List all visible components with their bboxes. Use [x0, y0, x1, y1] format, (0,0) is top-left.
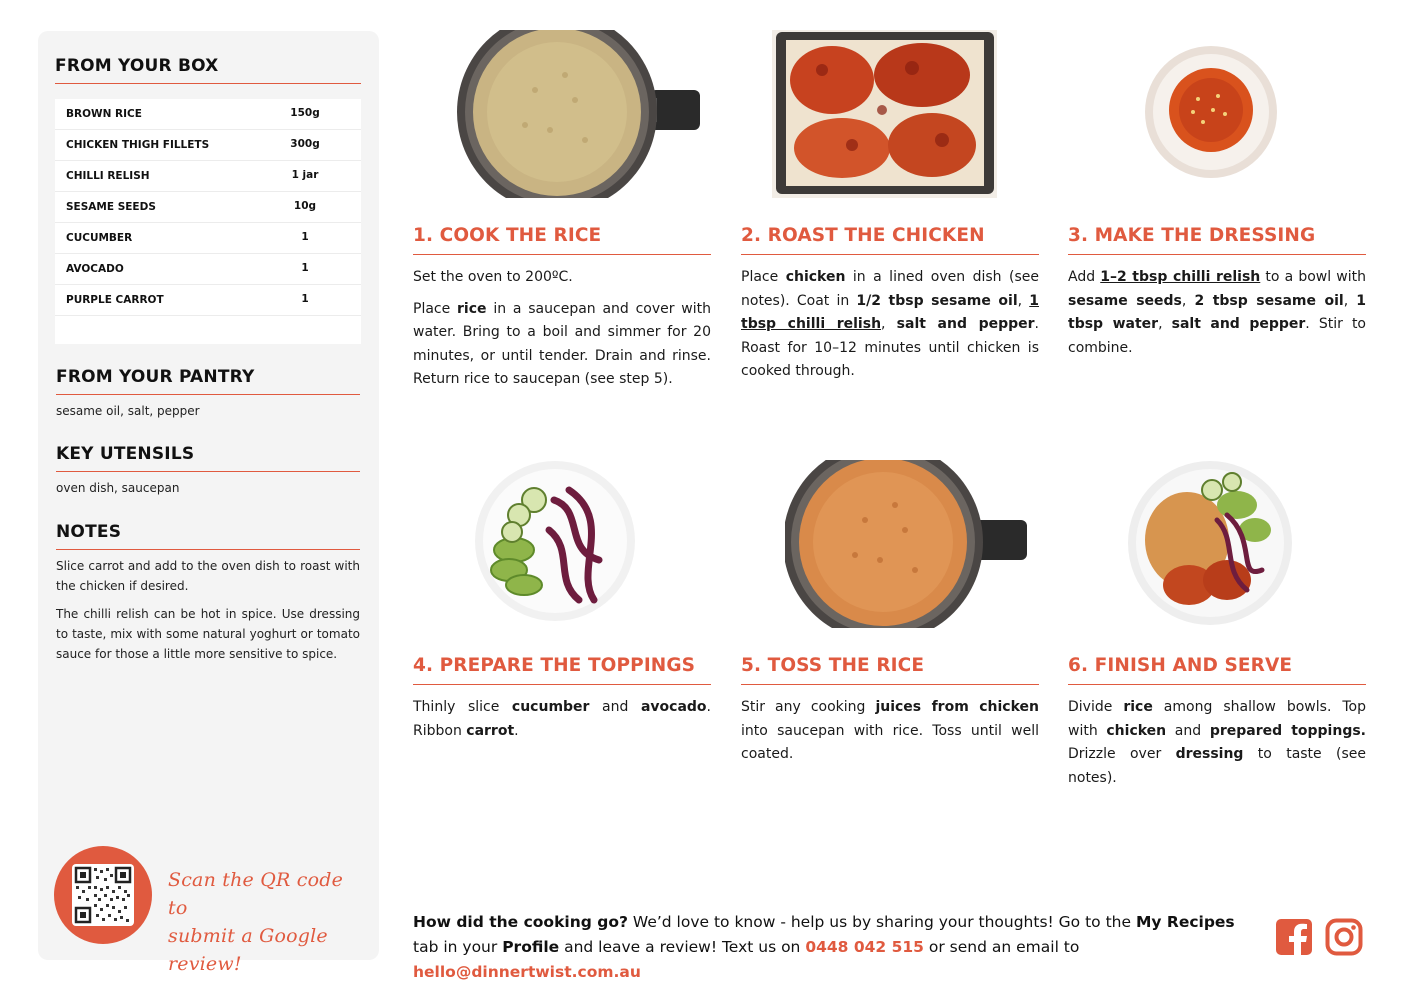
- box-title: FROM YOUR BOX: [55, 56, 219, 76]
- tossed-rice-photo: [785, 460, 1031, 628]
- step-paragraph: [1068, 266, 1366, 360]
- qr-caption: [168, 866, 368, 978]
- bold-ingredient: 2 tbsp sesame oil: [1194, 292, 1344, 309]
- bold-ingredient: juices from chicken: [875, 699, 1039, 715]
- ingredients-table: [55, 99, 361, 344]
- bold-ingredient: 1/2 tbsp sesame oil: [856, 292, 1018, 309]
- table-row: [55, 254, 361, 285]
- step-paragraph: [413, 696, 711, 743]
- step-text: .: [514, 722, 519, 739]
- note-1: Slice carrot and add to the oven dish to roast with the chicken if desired.: [56, 559, 360, 593]
- ingredient-qty: 1: [301, 293, 309, 305]
- qr-code[interactable]: [72, 864, 134, 926]
- ingredient-name: SESAME SEEDS: [66, 201, 156, 213]
- footer-my-recipes: My Recipes: [1135, 913, 1235, 931]
- table-row: [55, 223, 361, 254]
- step-text: Place: [413, 300, 458, 317]
- ingredient-name: AVOCADO: [66, 263, 124, 275]
- step-text: Thinly slice: [413, 699, 512, 715]
- footer-text-4: or send an email to: [923, 938, 1080, 956]
- step-4-rule: [413, 684, 711, 685]
- ingredient-name: CUCUMBER: [66, 232, 133, 244]
- step-text: to a bowl with: [1260, 269, 1366, 285]
- step-text: into saucepan with rice. Toss until well coated.: [741, 722, 1039, 762]
- step-6-title: 6. FINISH AND SERVE: [1068, 655, 1293, 676]
- email-link[interactable]: hello@dinnertwist.com.au: [413, 963, 641, 981]
- footer-text-1: We’d love to know - help us by sharing your thoughts! Go to the: [627, 913, 1136, 931]
- step-3-rule: [1068, 254, 1366, 255]
- step-text: . Roast for 10–12 minutes until chicken is cooked through.: [741, 316, 1039, 379]
- footer-profile: Profile: [502, 938, 560, 956]
- step-2-body: [741, 266, 1039, 392]
- step-text: ,: [881, 316, 897, 332]
- bold-ingredient: salt and pepper: [896, 316, 1035, 332]
- pantry-text: sesame oil, salt, pepper: [56, 404, 200, 418]
- notes-title: NOTES: [56, 522, 122, 542]
- step-text: ,: [1158, 316, 1172, 332]
- step-text: ,: [1343, 292, 1357, 309]
- footer-text-3: and leave a review! Text us on: [559, 938, 806, 956]
- step-2-title: 2. ROAST THE CHICKEN: [741, 225, 985, 246]
- step-text: and: [1166, 722, 1210, 739]
- box-title-rule: [55, 83, 361, 84]
- step-text: in a lined oven dish (see notes). Coat in: [741, 269, 1039, 309]
- bold-ingredient: prepared toppings.: [1209, 722, 1366, 739]
- ingredient-qty: 300g: [290, 138, 320, 150]
- bold-ingredient: dressing: [1175, 746, 1244, 762]
- step-5-title: 5. TOSS THE RICE: [741, 655, 925, 676]
- step-5-rule: [741, 684, 1039, 685]
- step-paragraph: [741, 696, 1039, 767]
- utensils-rule: [56, 471, 360, 472]
- ingredient-qty: 1: [301, 262, 309, 274]
- roast-chicken-photo: [772, 30, 997, 198]
- step-5-body: [741, 696, 1039, 775]
- rice-pot-photo: [455, 30, 705, 198]
- step-text: Place: [741, 269, 786, 285]
- bold-ingredient: rice: [457, 300, 487, 317]
- note-2: The chilli relish can be hot in spice. Use dressing to taste, mix with some natural yoghurt or tomato sauce for those a little more sensitive to spice.: [56, 607, 360, 661]
- step-text: Stir any cooking: [741, 699, 876, 715]
- qr-code-pattern: [72, 864, 134, 926]
- table-row: [55, 285, 361, 316]
- instagram-icon[interactable]: [1325, 918, 1363, 956]
- phone-link[interactable]: 0448 042 515: [805, 938, 924, 956]
- ingredient-qty: 150g: [290, 107, 320, 119]
- bold-ingredient: chicken: [1106, 722, 1167, 739]
- underlined-ingredient: 1–2 tbsp chilli relish: [1100, 269, 1261, 285]
- ingredient-qty: 1: [301, 231, 309, 243]
- bold-ingredient: chicken: [785, 269, 846, 285]
- step-4-title: 4. PREPARE THE TOPPINGS: [413, 655, 696, 676]
- bold-ingredient: sesame seeds: [1068, 292, 1182, 309]
- ingredient-qty: 1 jar: [291, 169, 319, 181]
- step-3-title: 3. MAKE THE DRESSING: [1068, 225, 1316, 246]
- step-text: ,: [1017, 292, 1030, 309]
- bold-ingredient: salt and pepper: [1171, 316, 1306, 332]
- step-text: to taste (see notes).: [1068, 746, 1366, 786]
- facebook-icon[interactable]: [1275, 918, 1313, 956]
- notes-rule: [56, 549, 360, 550]
- pantry-rule: [56, 394, 360, 395]
- step-paragraph: [413, 298, 711, 392]
- finished-bowl-photo: [1127, 460, 1293, 626]
- ingredient-name: CHICKEN THIGH FILLETS: [66, 139, 210, 151]
- step-paragraph: [413, 266, 711, 290]
- step-text: Add: [1068, 269, 1101, 285]
- table-row: [55, 161, 361, 192]
- step-1-rule: [413, 254, 711, 255]
- step-4-body: [413, 696, 711, 751]
- bold-ingredient: rice: [1123, 699, 1153, 715]
- table-row: [55, 99, 361, 130]
- step-paragraph: [1068, 696, 1366, 790]
- dressing-bowl-photo: [1143, 44, 1279, 180]
- utensils-text: oven dish, saucepan: [56, 481, 180, 495]
- toppings-plate-photo: [474, 460, 636, 622]
- ingredient-name: PURPLE CARROT: [66, 294, 164, 306]
- step-3-body: [1068, 266, 1366, 368]
- underlined-ingredient: 1 tbsp chilli relish: [741, 292, 1039, 332]
- step-6-rule: [1068, 684, 1366, 685]
- step-text: among shallow bowls. Top with: [1068, 699, 1366, 739]
- footer-text-2: tab in your: [413, 938, 503, 956]
- step-text: . Stir to combine.: [1068, 316, 1366, 356]
- step-2-rule: [741, 254, 1039, 255]
- step-text: Set the oven to 200ºC.: [413, 269, 573, 285]
- step-6-body: [1068, 696, 1366, 798]
- step-text: Divide: [1068, 699, 1124, 715]
- step-1-title: 1. COOK THE RICE: [413, 225, 602, 246]
- table-row: [55, 130, 361, 161]
- step-paragraph: [741, 266, 1039, 384]
- ingredient-name: CHILLI RELISH: [66, 170, 150, 182]
- bold-ingredient: avocado: [640, 699, 707, 715]
- step-text: Drizzle over: [1068, 746, 1176, 762]
- ingredient-name: BROWN RICE: [66, 108, 142, 120]
- utensils-title: KEY UTENSILS: [56, 444, 195, 464]
- qr-caption-line2: submit a Google review!: [168, 925, 328, 975]
- review-footer: [413, 910, 1263, 985]
- step-text: in a saucepan and cover with water. Bring to a boil and simmer for 20 minutes, or until tender. Drain and rinse. Return rice to saucepan (see step 5).: [413, 300, 712, 387]
- table-row: [55, 192, 361, 223]
- step-1-body: [413, 266, 711, 400]
- step-text: and: [589, 699, 641, 715]
- step-text: ,: [1181, 292, 1195, 309]
- bold-ingredient: carrot: [466, 722, 515, 739]
- step-text: . Ribbon: [413, 699, 711, 739]
- qr-caption-line1: Scan the QR code to: [168, 869, 344, 919]
- bold-ingredient: cucumber: [511, 699, 590, 715]
- bold-ingredient: 1 tbsp water: [1068, 292, 1366, 332]
- pantry-title: FROM YOUR PANTRY: [56, 367, 255, 387]
- ingredient-qty: 10g: [293, 200, 317, 212]
- footer-question: How did the cooking go?: [413, 913, 628, 931]
